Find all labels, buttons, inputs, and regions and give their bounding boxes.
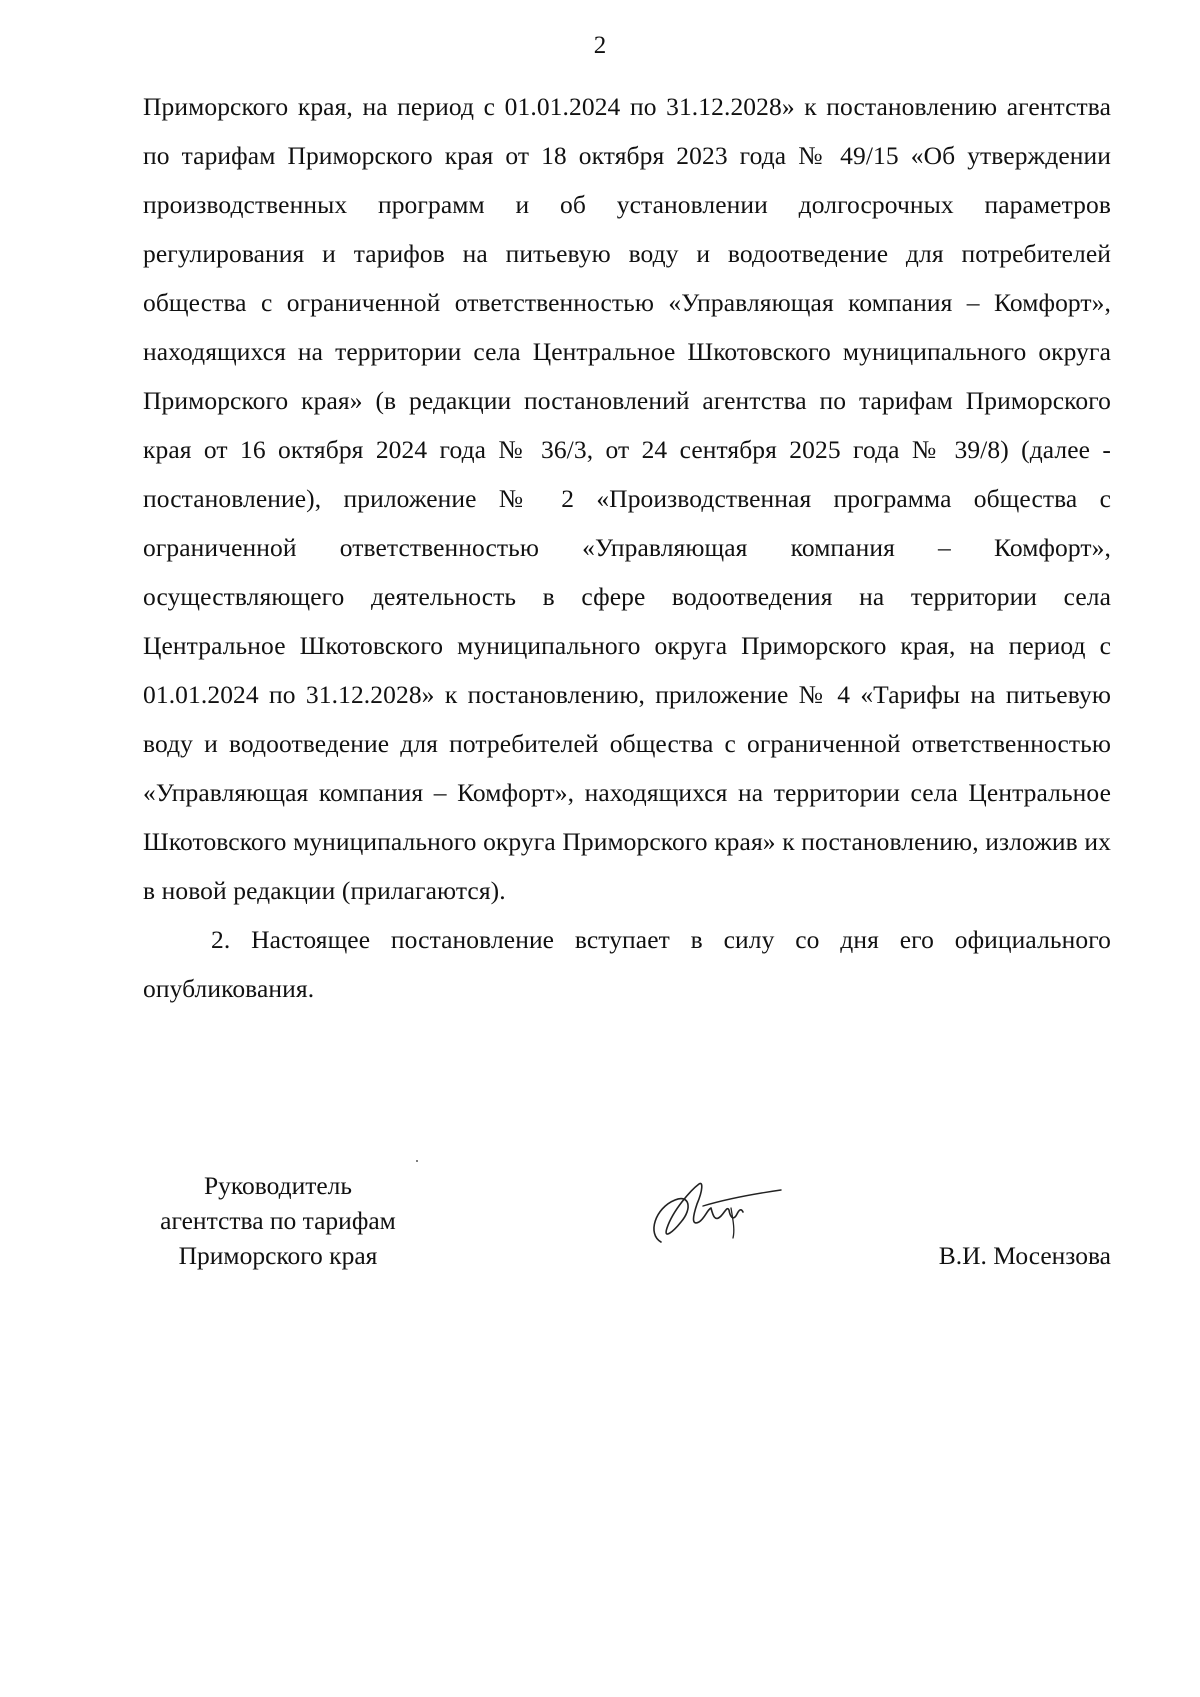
handwritten-signature (633, 1164, 783, 1254)
page-number: 2 (593, 32, 607, 59)
signer-position-line: агентства по тарифам (160, 1206, 396, 1235)
signer-position-line: Приморского края (178, 1241, 378, 1270)
scan-speck (416, 1160, 418, 1162)
document-body (143, 82, 1111, 1013)
signer-name: В.И. Мосензова (938, 1241, 1111, 1270)
signer-position (143, 1168, 413, 1273)
signer-position-line: Руководитель (203, 1171, 353, 1200)
paragraph-continuation: Приморского края, на период с 01.01.2024 по 31.12.2028» к постановлению агентства по тарифам Приморского края от 18 октября 2023 года № 49/15 «Об утверждении производственных программ и об установлении долгосрочных параметров регулирования и тарифов на питьевую воду и водоотведение для потребителей общества с ограниченной ответственностью «Управляющая компания – Комфорт», находящихся на территории села Центральное Шкотовского муниципального округа Приморского края» (в редакции постановлений агентства по тарифам Приморского края от 16 октября 2024 года № 36/3, от 24 сентября 2025 года № 39/8) (далее - постановление), приложение № 2 «Производственная программа общества с ограниченной ответственностью «Управляющая компания – Комфорт», осуществляющего деятельность в сфере водоотведения на территории села Центральное Шкотовского муниципального округа Приморского края, на период с 01.01.2024 по 31.12.2028» к постановлению, приложение № 4 «Тарифы на питьевую воду и водоотведение для потребителей общества с ограниченной ответственностью «Управляющая компания – Комфорт», находящихся на территории села Центральное Шкотовского муниципального округа Приморского края» к постановлению, изложив их в новой редакции (прилагаются). (143, 92, 1111, 905)
signature-block (143, 1168, 1111, 1278)
paragraph-effective-date: 2. Настоящее постановление вступает в силу со дня его официального опубликования. (143, 925, 1111, 1003)
